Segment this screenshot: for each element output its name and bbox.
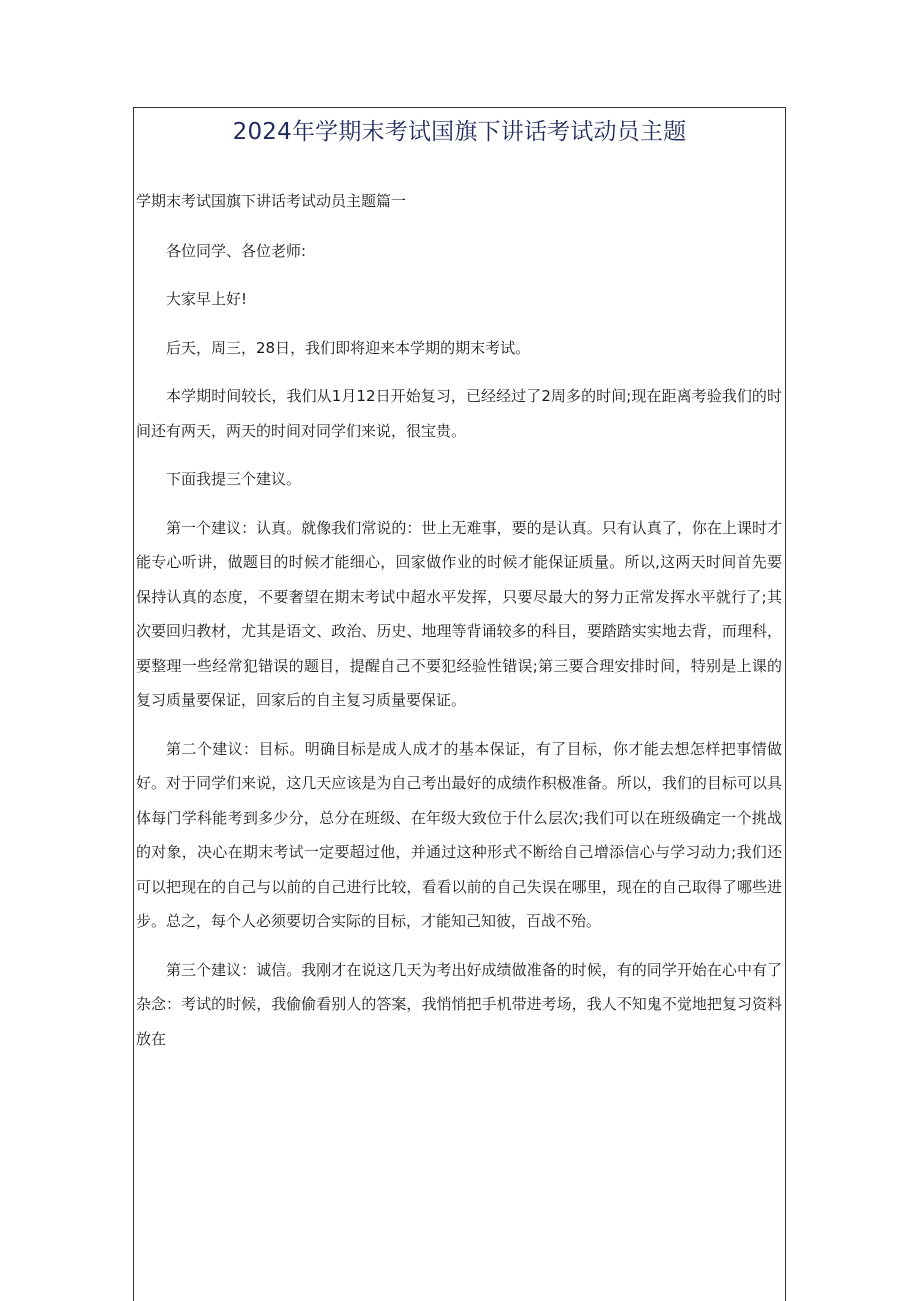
paragraph-suggestion-two: 第二个建议：目标。明确目标是成人成才的基本保证，有了目标，你才能去想怎样把事情做好。对于同学们来说，这几天应该是为自己考出最好的成绩作积极准备。所以，我们的目标可以具体每门学科能考到多少分，总分在班级、在年级大致位于什么层次;我们可以在班级确定一个挑战的对象，决心在期末考试一定要超过他，并通过这种形式不断给自己增添信心与学习动力;我们还可以把现在的自己与以前的自己进行比较，看看以前的自己失误在哪里，现在的自己取得了哪些进步。总之，每个人必须要切合实际的目标，才能知己知彼，百战不殆。 (136, 739, 782, 930)
document-title: 2024年学期末考试国旗下讲话考试动员主题 (232, 119, 687, 145)
paragraph-greeting: 大家早上好! (166, 290, 248, 308)
paragraph-three-suggestions: 下面我提三个建议。 (166, 470, 302, 488)
paragraph-review-time: 本学期时间较长，我们从1月12日开始复习，已经经过了2周多的时间;现在距离考验我们的时间还有两天，两天的时间对同学们来说，很宝贵。 (136, 387, 782, 440)
paragraph-salutation: 各位同学、各位老师: (166, 241, 307, 260)
paragraph-suggestion-one: 第一个建议：认真。就像我们常说的：世上无难事，要的是认真。只有认真了，你在上课时才能专心听讲，做题目的时候才能细心，回家做作业的时候才能保证质量。所以,这两天时间首先要保持认真的态度，不要奢望在期末考试中超水平发挥，只要尽最大的努力正常发挥水平就行了;其次要回归教材，尤其是语文、政治、历史、地理等背诵较多的科目，要踏踏实实地去背，而理科，要整理一些经常犯错误的题目，提醒自己不要犯经验性错误;第三要合理安排时间，特别是上课的复习质量要保证，回家后的自主复习质量要保证。 (136, 518, 782, 709)
document-body (136, 184, 782, 1070)
section-heading: 学期末考试国旗下讲话考试动员主题篇一 (136, 192, 407, 210)
paragraph-exam-date: 后天，周三，28日，我们即将迎来本学期的期末考试。 (166, 338, 531, 357)
paragraph-suggestion-three: 第三个建议：诚信。我刚才在说这几天为考出好成绩做准备的时候，有的同学开始在心中有了杂念：考试的时候，我偷偷看别人的答案，我悄悄把手机带进考场，我人不知鬼不觉地把复习资料放在 (136, 960, 782, 1048)
